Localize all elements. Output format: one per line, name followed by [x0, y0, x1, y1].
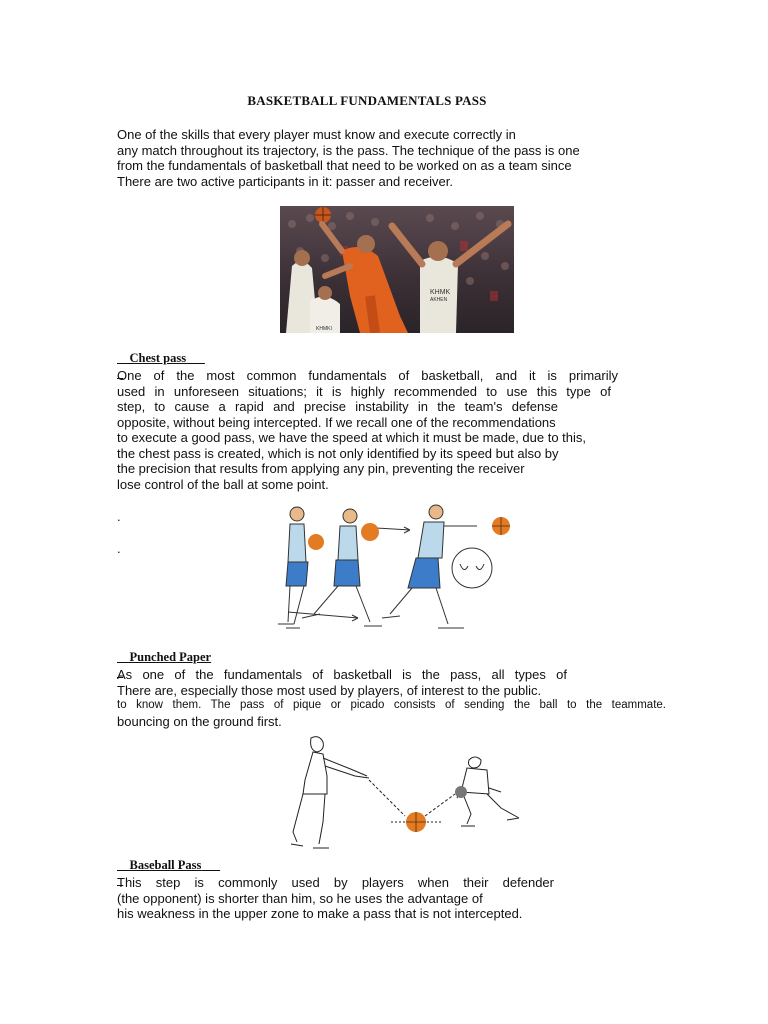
chest-line: opposite, without being intercepted. If we recall one of the recommendations [117, 414, 556, 430]
basketball-icon [361, 523, 379, 541]
heading-label: Chest pass [129, 351, 187, 365]
baseball-line: (the opponent) is shorter than him, so he uses the advantage of [117, 890, 483, 906]
chest-pass-paragraph [117, 368, 627, 492]
basketball-icon [308, 534, 324, 550]
baseball-pass-paragraph [117, 875, 627, 922]
basketball-icon [455, 786, 467, 798]
intro-line: any match throughout its trajectory, is the pass. The technique of the pass is one [117, 142, 580, 158]
chest-line: to execute a good pass, we have the speed at which it must be made, due to this, [117, 430, 587, 445]
jersey-subtext: AKHEN [430, 297, 448, 303]
punched-line: to know them. The pass of pique or picado consists of sending the ball to the teammate. [117, 699, 666, 711]
chest-line: the precision that results from applying any pin, preventing the receiver [117, 461, 525, 476]
chest-line: step, to cause a rapid and precise instability in the team's defense [117, 399, 558, 414]
intro-line: There are two active participants in it: passer and receiver. [117, 173, 453, 189]
chest-line: lose control of the ball at some point. [117, 476, 329, 492]
bounce-pass-illustration [283, 732, 523, 852]
baseball-line: This step is commonly used by players when their defender [117, 875, 554, 890]
chest-line: used in unforeseen situations; it is highly recommended to use this type of [117, 383, 611, 399]
chest-line: One of the most common fundamentals of basketball, and it is primarily [117, 368, 618, 383]
intro-line: from the fundamentals of basketball that need to be worked on as a team since [117, 158, 572, 173]
chest-line: the chest pass is created, which is not only identified by its speed but also by [117, 445, 559, 461]
punched-paper-paragraph [117, 667, 677, 729]
jersey-text: KHMK [430, 289, 451, 296]
punched-line: As one of the fundamentals of basketball is the pass, all types of [117, 667, 567, 682]
punched-line: bouncing on the ground first. [117, 713, 282, 729]
jersey-text-small: KHMKI [316, 326, 332, 332]
document-title: BASKETBALL FUNDAMENTALS PASS [247, 93, 487, 108]
chest-pass-illustration [272, 502, 517, 632]
punched-line: There are, especially those most used by players, of interest to the public. [117, 682, 542, 698]
stray-dot: . [117, 509, 121, 524]
stray-dot: . [117, 541, 121, 556]
baseball-line: his weakness in the upper zone to make a pass that is not intercepted. [117, 906, 523, 921]
basketball-game-photo [280, 206, 514, 333]
heading-label: Punched Paper [129, 650, 212, 664]
intro-paragraph [117, 127, 627, 189]
heading-label: Baseball Pass [129, 858, 202, 872]
intro-line: One of the skills that every player must know and execute correctly in [117, 127, 516, 142]
